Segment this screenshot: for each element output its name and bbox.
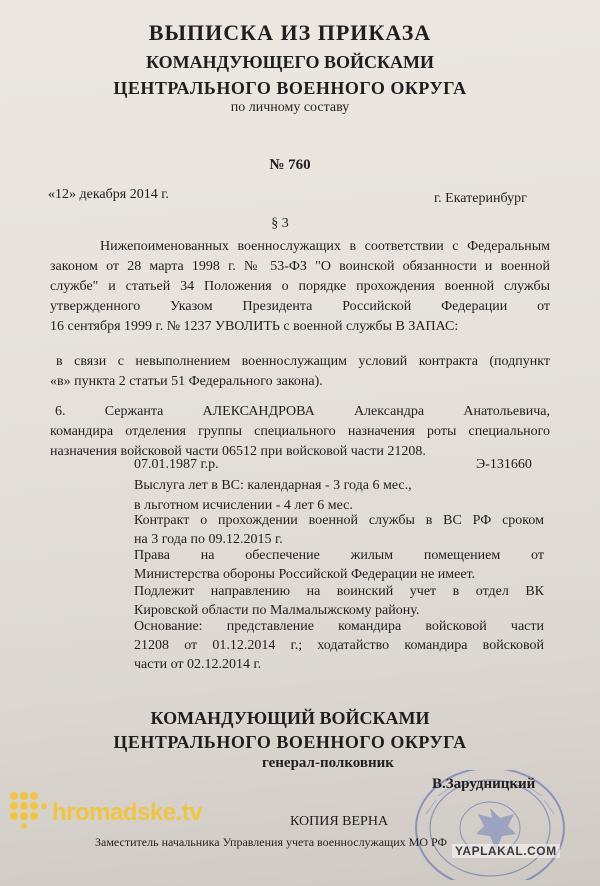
text-line: назначения войсковой части 06512 при войсковой части 21208. bbox=[50, 444, 426, 459]
text-line: Подлежит направлению на воинский учет в отдел ВК bbox=[134, 584, 544, 599]
copy-certified-label: КОПИЯ ВЕРНА bbox=[290, 814, 389, 829]
signatory-title-2: ЦЕНТРАЛЬНОГО ВОЕННОГО ОКРУГА bbox=[113, 732, 467, 752]
text-line: Кировской области по Малмалыжскому району. bbox=[134, 603, 420, 618]
text-line: «в» пункта 2 статьи 51 Федерального закона). bbox=[50, 374, 323, 389]
certifier-position: Заместитель начальника Управления учета военнослужащих МО РФ bbox=[95, 835, 447, 849]
yaplakal-watermark: YAPLAKAL.COM bbox=[452, 844, 560, 858]
text-line: командира отделения группы специального назначения роты специального bbox=[50, 424, 550, 439]
signatory-title-1: КОМАНДУЮЩИЙ ВОЙСКАМИ bbox=[150, 708, 430, 728]
service-length bbox=[134, 476, 544, 516]
paragraph-dismissal-basis bbox=[50, 237, 550, 337]
text-line: 21208 от 01.12.2014 г.; ходатайство командира войсковой bbox=[134, 638, 544, 653]
text-line: Министерства обороны Российской Федерации не имеет. bbox=[134, 567, 476, 582]
text-line: в связи с невыполнением военнослужащим условий контракта (подпункт bbox=[56, 354, 550, 369]
text-line: законом от 28 марта 1998 г. № 53-ФЗ "О воинской обязанности и военной bbox=[50, 259, 550, 274]
document-subtitle: по личному составу bbox=[230, 100, 350, 115]
text-line: 16 сентября 1999 г. № 1237 УВОЛИТЬ с военной службы В ЗАПАС: bbox=[50, 319, 459, 334]
document-title: ВЫПИСКА ИЗ ПРИКАЗА bbox=[148, 20, 432, 45]
issuer-line-2: ЦЕНТРАЛЬНОГО ВОЕННОГО ОКРУГА bbox=[113, 78, 467, 98]
order-number: № 760 bbox=[269, 157, 311, 173]
text-line: в льготном исчислении - 4 лет 6 мес. bbox=[134, 498, 353, 513]
text-line: 6. Сержанта АЛЕКСАНДРОВА Александра Анатольевича, bbox=[55, 404, 550, 419]
paragraph-serviceman bbox=[50, 402, 550, 462]
paragraph-reason bbox=[50, 352, 550, 392]
text-line: Контракт о прохождении военной службы в ВС РФ сроком bbox=[134, 513, 544, 528]
contract-info bbox=[134, 511, 544, 549]
text-line: Выслуга лет в ВС: календарная - 3 года 6 мес., bbox=[134, 478, 412, 493]
signatory-name: В.Зарудницкий bbox=[432, 776, 536, 792]
order-date: «12» декабря 2014 г. bbox=[48, 187, 169, 202]
issuer-line-1: КОМАНДУЮЩЕГО ВОЙСКАМИ bbox=[146, 52, 434, 72]
text-line: Права на обеспечение жилым помещением от bbox=[134, 548, 544, 563]
signatory-rank: генерал-полковник bbox=[262, 755, 394, 771]
hromadske-logo-icon bbox=[8, 790, 48, 830]
personal-number: Э-131660 bbox=[476, 457, 532, 472]
basis-info bbox=[134, 617, 544, 674]
text-line: на 3 года по 09.12.2015 г. bbox=[134, 532, 283, 547]
section-mark: § 3 bbox=[271, 216, 289, 231]
birth-date: 07.01.1987 г.р. bbox=[134, 457, 219, 472]
text-line: части от 02.12.2014 г. bbox=[134, 657, 262, 672]
text-line: Нижепоименованных военнослужащих в соответствии с Федеральным bbox=[100, 239, 550, 254]
birth-row bbox=[134, 455, 544, 475]
registration-info bbox=[134, 582, 544, 620]
hromadske-watermark: hromadske.tv bbox=[52, 799, 203, 826]
text-line: службе" и статьей 34 Положения о порядке прохождения военной службы bbox=[50, 279, 550, 294]
text-line: утвержденного Указом Президента Российской Федерации от bbox=[50, 299, 550, 314]
order-city: г. Екатеринбург bbox=[434, 191, 527, 206]
housing-info bbox=[134, 546, 544, 584]
text-line: Основание: представление командира войсковой части bbox=[134, 619, 544, 634]
